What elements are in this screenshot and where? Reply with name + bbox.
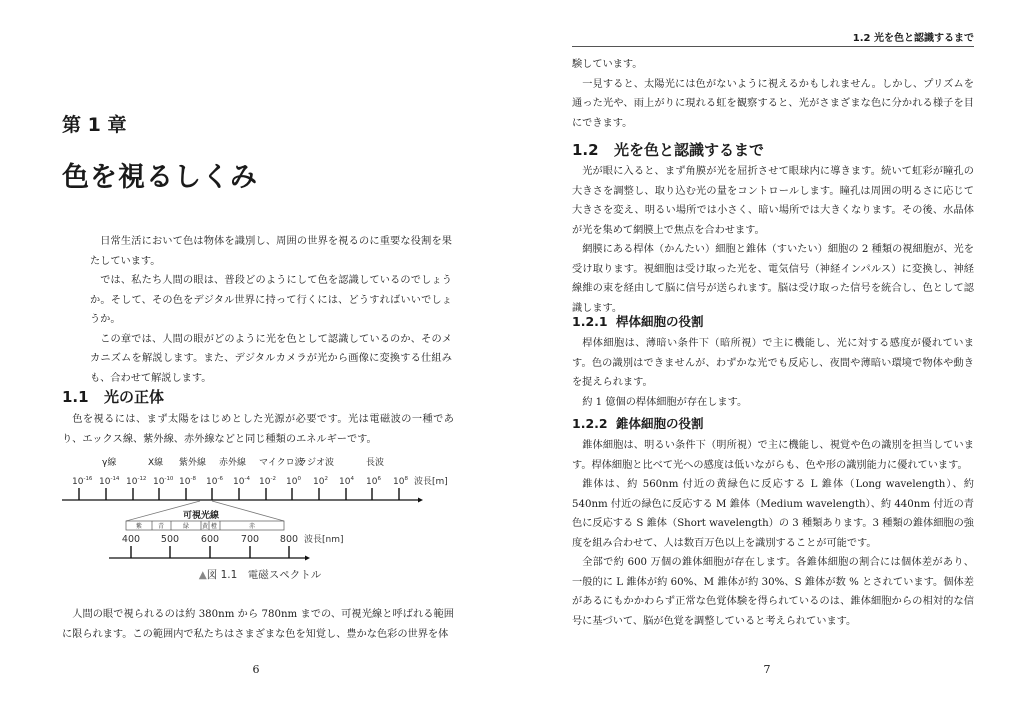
- body-paragraph: 網膜にある桿体（かんたい）細胞と錐体（すいたい）細胞の 2 種類の視細胞が、光を受け取ります。視細胞は受け取った光を、電気信号（神経インパルス）に変換し、神経線維の束を経由して脳に信号が送られます。脳は受け取った信号を統合し、色として認識します。: [572, 244, 974, 314]
- svg-text:700: 700: [240, 534, 260, 545]
- body-paragraph: 色を視るには、まず太陽をはじめとした光源が必要です。光は電磁波の一種であり、エックス線、紫外線、赤外線などと同じ種類のエネルギーです。: [62, 414, 454, 445]
- body-paragraph: 全部で約 600 万個の錐体細胞が存在します。各錐体細胞の割合には個体差があり、一般的に L 錐体が約 60%、M 錐体が約 30%、S 錐体が数 % とされています。個体差があるにもかかわらず正常な色覚体験を得られているのは、錐体細胞からの相対的な信号に基づいて、脳が色覚を調整していると考えられています。: [572, 557, 974, 627]
- page-number: 7: [763, 663, 771, 676]
- subsection-title: 錐体細胞の役割: [616, 416, 704, 431]
- section-heading-1-1: [62, 386, 164, 407]
- wavelength-nm-ticks: [122, 534, 298, 545]
- axis-label-nm: 波長[nm]: [304, 535, 344, 545]
- body-paragraph: 錐体は、約 560nm 付近の黄緑色に反応する L 錐体（Long wavelength）、約 540nm 付近の緑色に反応する M 錐体（Medium wavelength）、約 440nm 付近の青色に反応する S 錐体（Short wavelength）の 3 種類あります。3 種類の錐体細胞の強度を組み合わせて、人は数百万色以上を識別することが可能です。: [572, 479, 974, 549]
- svg-text:108: $10^8$: [393, 476, 408, 487]
- subsection-title: 桿体細胞の役割: [616, 314, 704, 329]
- subsection-1-2-2-body: [572, 436, 974, 631]
- visible-light-label: 可視光線: [183, 511, 220, 521]
- chapter-title: 色を視るしくみ: [62, 162, 258, 193]
- svg-text:10-4: $10^{-4}$: [233, 476, 250, 487]
- body-paragraph: 験しています。: [572, 59, 643, 70]
- svg-text:500: 500: [160, 534, 180, 545]
- svg-text:800: 800: [279, 534, 299, 545]
- svg-text:紫: 紫: [135, 523, 143, 530]
- body-paragraph: 一見すると、太陽光には色がないように視えるかもしれません。しかし、プリズムを通った光や、雨上がりに現れる虹を観察すると、光がさまざまな色に分かれる様子を目にできます。: [572, 78, 974, 129]
- svg-text:10-6: $10^{-6}$: [206, 476, 223, 487]
- body-paragraph: 光が眼に入ると、まず角膜が光を屈折させて眼球内に導きます。続いて虹彩が瞳孔の大きさを調整し、取り込む光の量をコントロールします。瞳孔は周囲の明るさに応じて大きさを変え、明るい場所では小さく、暗い場所では大きくなります。その後、水晶体が光を集めて網膜上で焦点を合わせます。: [572, 166, 974, 236]
- spectrum-diagram: [60, 452, 460, 567]
- band-gamma: γ線: [102, 458, 117, 468]
- section-title: 光を色と認識するまで: [614, 141, 765, 159]
- svg-text:102: $10^2$: [313, 476, 328, 487]
- band-radio: ラジオ波: [298, 458, 335, 468]
- wavelength-m-ticks: [72, 475, 448, 487]
- section-1-2-body: [572, 162, 974, 318]
- figure-caption: [60, 567, 460, 582]
- wavelength-m-axis: [62, 488, 423, 503]
- svg-text:400: 400: [121, 534, 141, 545]
- body-paragraph: 人間の眼で視られるのは約 380nm から 780nm までの、可視光線と呼ばれる範囲に限られます。この範囲内で私たちはさまざまな色を知覚し、豊かな色彩の世界を体: [62, 609, 454, 640]
- axis-label-m: 波長[m]: [414, 477, 448, 487]
- continued-text: [572, 55, 974, 133]
- section-number: 1.1: [62, 388, 89, 406]
- closing-paragraph-block: [62, 605, 454, 644]
- running-head: 1.2 光を色と認識するまで: [572, 29, 974, 47]
- section-title: 光の正体: [104, 388, 165, 406]
- caption-text: 図 1.1 電磁スペクトル: [206, 569, 322, 581]
- visible-color-labels: [136, 522, 256, 530]
- band-ir: 赤外線: [219, 458, 247, 468]
- svg-text:青: 青: [157, 523, 165, 530]
- svg-text:10-14: $10^{-14}$: [99, 476, 120, 487]
- svg-text:106: $10^6$: [366, 476, 381, 487]
- svg-text:10-2: $10^{-2}$: [259, 476, 276, 487]
- band-uv: 紫外線: [179, 458, 207, 468]
- intro-paragraph: では、私たち人間の眼は、普段どのようにして色を認識しているのでしょうか。そして、その色をデジタル世界に持って行くには、どうすればいいでしょうか。: [90, 275, 452, 325]
- spectrum-figure: [60, 452, 460, 582]
- page-number: 6: [252, 663, 260, 676]
- chapter-number: 第 1 章: [62, 114, 127, 136]
- subsection-heading-1-2-1: [572, 312, 704, 330]
- subsection-number: 1.2.1: [572, 314, 608, 329]
- band-microwave: マイクロ波: [259, 458, 304, 468]
- svg-text:10-16: $10^{-16}$: [72, 476, 93, 487]
- right-page: [512, 0, 1024, 726]
- chapter-intro: [90, 232, 452, 388]
- svg-text:10-10: $10^{-10}$: [153, 476, 174, 487]
- intro-paragraph: この章では、人間の眼がどのように光を色として認識しているのか、そのメカニズムを解説します。また、デジタルカメラが光から画像に変換する仕組みも、合わせて解説します。: [90, 333, 452, 384]
- subsection-heading-1-2-2: [572, 414, 704, 432]
- svg-text:緑: 緑: [182, 523, 190, 530]
- section-number: 1.2: [572, 141, 599, 159]
- subsection-1-2-1-body: [572, 334, 974, 412]
- svg-text:600: 600: [200, 534, 220, 545]
- band-longwave: 長波: [366, 458, 385, 468]
- body-paragraph: 錐体細胞は、明るい条件下（明所視）で主に機能し、視覚や色の識別を担当しています。桿体細胞と比べて光への感度は低いながらも、色や形の識別能力に優れています。: [572, 440, 974, 471]
- section-heading-1-2: [572, 139, 764, 160]
- intro-paragraph: 日常生活において色は物体を識別し、周囲の世界を視るのに重要な役割を果たしています。: [90, 236, 452, 267]
- body-paragraph: 約 1 億個の桿体細胞が存在します。: [582, 396, 748, 408]
- wavelength-nm-axis: [109, 546, 310, 561]
- triangle-marker-icon: ▲: [198, 569, 207, 581]
- section-1-1-body: [62, 410, 454, 449]
- band-labels: [102, 456, 384, 468]
- band-xray: X線: [148, 458, 164, 468]
- svg-text:100: $10^0$: [286, 476, 301, 487]
- svg-text:10-12: $10^{-12}$: [126, 476, 147, 487]
- svg-text:黄: 黄: [201, 523, 209, 530]
- svg-text:橙: 橙: [210, 523, 218, 530]
- svg-text:10-8: $10^{-8}$: [179, 476, 196, 487]
- svg-text:104: $10^4$: [339, 476, 354, 487]
- body-paragraph: 桿体細胞は、薄暗い条件下（暗所視）で主に機能し、光に対する感度が優れています。色の識別はできませんが、わずかな光でも反応し、夜間や薄暗い環境で物体や動きを捉えられます。: [572, 338, 974, 388]
- subsection-number: 1.2.2: [572, 416, 608, 431]
- svg-text:赤: 赤: [248, 523, 256, 530]
